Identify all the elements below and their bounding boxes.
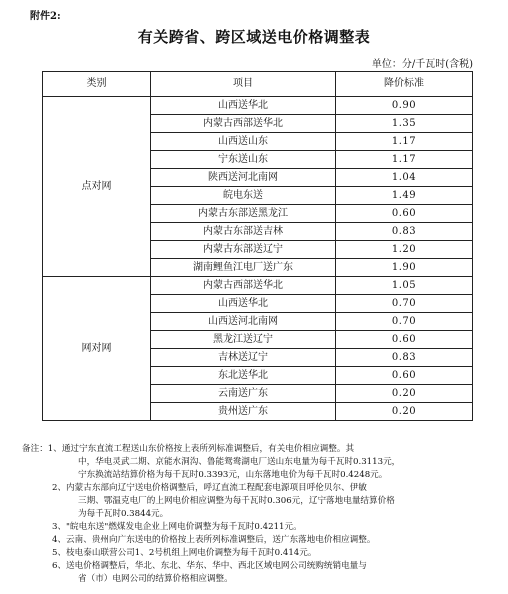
item-cell: 山西送华北 [151, 97, 336, 115]
price-reduction-cell: 1.49 [336, 187, 473, 205]
note-line: 为每千瓦时0.3844元。 [78, 509, 169, 519]
price-reduction-cell: 0.70 [336, 313, 473, 331]
price-reduction-cell: 0.20 [336, 403, 473, 421]
item-cell: 山西送华北 [151, 295, 336, 313]
item-cell: 内蒙古西部送华北 [151, 277, 336, 295]
price-reduction-cell: 1.04 [336, 169, 473, 187]
note-line: 三期、鄂温克电厂的上网电价相应调整为每千瓦时0.306元，辽宁落地电量结算价格 [78, 496, 395, 506]
item-cell: 黑龙江送辽宁 [151, 331, 336, 349]
item-cell: 内蒙古东部送黑龙江 [151, 205, 336, 223]
price-reduction-cell: 1.90 [336, 259, 473, 277]
note-line: 5、枝电泰山联营公司1、2号机组上网电价调整为每千瓦时0.414元。 [52, 548, 317, 558]
table-row [43, 97, 473, 115]
page-title: 有关跨省、跨区域送电价格调整表 [137, 28, 371, 46]
note-line: 省（市）电网公司的结算价格相应调整。 [78, 574, 233, 584]
table-header-row [43, 72, 473, 97]
price-reduction-cell: 0.20 [336, 385, 473, 403]
item-cell: 东北送华北 [151, 367, 336, 385]
header-price-reduction: 降价标准 [336, 72, 473, 97]
item-cell: 陕西送河北南网 [151, 169, 336, 187]
item-cell: 吉林送辽宁 [151, 349, 336, 367]
unit-label: 单位：分/千瓦时(含税) [371, 59, 473, 70]
item-cell: 云南送广东 [151, 385, 336, 403]
note-line: 备注：1、通过宁东直流工程送山东价格按上表所列标准调整后，有关电价相应调整。其 [22, 444, 355, 454]
price-reduction-cell: 1.17 [336, 133, 473, 151]
note-line: 中，华电灵武二期、京能水洞沟、鲁能鸳鸯湖电厂送山东电量为每千瓦时0.3113元， [78, 457, 401, 467]
price-reduction-cell: 1.20 [336, 241, 473, 259]
attachment-label: 附件2: [30, 11, 61, 22]
category-cell: 网对网 [43, 277, 151, 421]
notes-section [22, 443, 492, 586]
item-cell: 宁东送山东 [151, 151, 336, 169]
table-body [43, 97, 473, 421]
item-cell: 山西送河北南网 [151, 313, 336, 331]
item-cell: 内蒙古西部送华北 [151, 115, 336, 133]
item-cell: 贵州送广东 [151, 403, 336, 421]
item-cell: 湖南鲤鱼江电厂送广东 [151, 259, 336, 277]
item-cell: 皖电东送 [151, 187, 336, 205]
price-reduction-cell: 0.70 [336, 295, 473, 313]
header-category: 类别 [43, 72, 151, 97]
price-reduction-cell: 1.35 [336, 115, 473, 133]
price-reduction-cell: 0.90 [336, 97, 473, 115]
note-line: 宁东换流站结算价格为每千瓦时0.3393元，山东落地电价为每千瓦时0.4248元。 [78, 470, 388, 480]
table-row [43, 277, 473, 295]
price-reduction-cell: 0.83 [336, 223, 473, 241]
price-reduction-cell: 0.60 [336, 331, 473, 349]
note-line: 4、云南、贵州向广东送电的价格按上表所列标准调整后，送广东落地电价相应调整。 [52, 535, 376, 545]
note-line: 3、"皖电东送"燃煤发电企业上网电价调整为每千瓦时0.4211元。 [52, 522, 302, 532]
price-reduction-cell: 1.05 [336, 277, 473, 295]
item-cell: 山西送山东 [151, 133, 336, 151]
price-reduction-cell: 1.17 [336, 151, 473, 169]
note-line: 6、送电价格调整后，华北、东北、华东、华中、西北区域电网公司统购统销电量与 [52, 561, 367, 571]
price-reduction-cell: 0.83 [336, 349, 473, 367]
category-cell: 点对网 [43, 97, 151, 277]
note-line: 2、内蒙古东部向辽宁送电价格调整后，呼辽直流工程配套电源项目呼伦贝尔、伊敏 [52, 483, 367, 493]
item-cell: 内蒙古东部送吉林 [151, 223, 336, 241]
price-reduction-cell: 0.60 [336, 367, 473, 385]
header-item: 项目 [151, 72, 336, 97]
price-reduction-cell: 0.60 [336, 205, 473, 223]
item-cell: 内蒙古东部送辽宁 [151, 241, 336, 259]
price-adjustment-table [42, 71, 473, 421]
